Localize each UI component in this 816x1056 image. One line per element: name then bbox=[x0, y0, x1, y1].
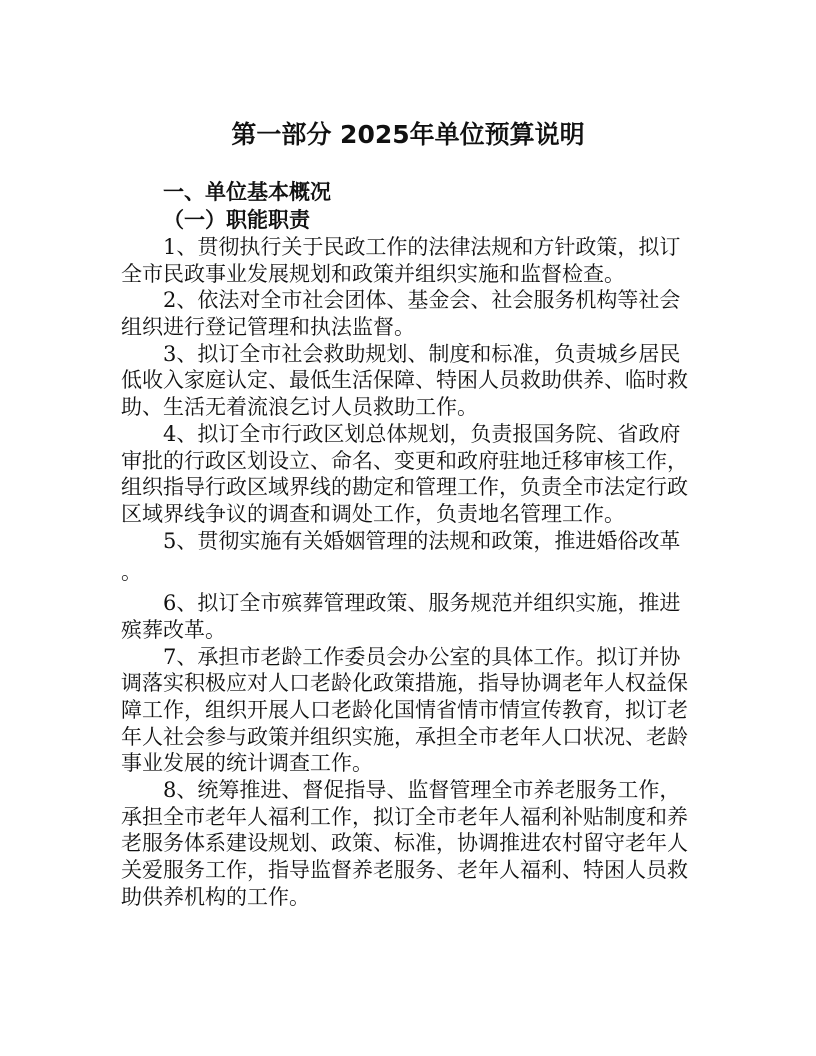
paragraph-line: 8、统筹推进、督促指导、监督管理全市养老服务工作， bbox=[163, 778, 681, 803]
page-title: 第一部分 2025年单位预算说明 bbox=[231, 120, 585, 149]
paragraph-line: 1、贯彻执行关于民政工作的法律法规和方针政策，拟订 bbox=[163, 235, 681, 259]
paragraph-line: 助供养机构的工作。 bbox=[121, 884, 310, 909]
paragraph-line: 4、拟订全市行政区划总体规划，负责报国务院、省政府 bbox=[163, 421, 681, 446]
paragraph-line: 老服务体系建设规划、政策、标准，协调推进农村留守老年人 bbox=[121, 831, 688, 856]
paragraph-line: 6、拟订全市殡葬管理政策、服务规范并组织实施，推进 bbox=[163, 591, 681, 616]
paragraph-line: 5、贯彻实施有关婚姻管理的法规和政策，推进婚俗改革 bbox=[163, 528, 681, 553]
paragraph-line: 2、依法对全市社会团体、基金会、社会服务机构等社会 bbox=[163, 288, 681, 313]
paragraph-line: 7、承担市老龄工作委员会办公室的具体工作。拟订并协 bbox=[163, 644, 681, 669]
paragraph-line: 助、生活无着流浪乞讨人员救助工作。 bbox=[121, 395, 478, 420]
paragraph-line: 区域界线争议的调查和调处工作，负责地名管理工作。 bbox=[121, 501, 625, 526]
duties-text bbox=[121, 234, 721, 911]
paragraph-line: 调落实积极应对人口老龄化政策措施，指导协调老年人权益保 bbox=[121, 671, 688, 696]
paragraph-line: 年人社会参与政策并组织实施，承担全市老年人口状况、老龄 bbox=[121, 724, 688, 749]
paragraph-line: 障工作，组织开展人口老龄化国情省情市情宣传教育，拟订老 bbox=[121, 698, 688, 722]
paragraph-line: 组织指导行政区域界线的勘定和管理工作，负责全市法定行政 bbox=[121, 475, 688, 500]
paragraph-line: 低收入家庭认定、最低生活保障、特困人员救助供养、临时救 bbox=[121, 368, 688, 393]
paragraph-line: 关爱服务工作，指导监督养老服务、老年人福利、特困人员救 bbox=[121, 858, 688, 883]
paragraph-line: 审批的行政区划设立、命名、变更和政府驻地迁移审核工作， bbox=[121, 448, 688, 473]
paragraph-line: 组织进行登记管理和执法监督。 bbox=[121, 315, 415, 340]
paragraph-line: 3、拟订全市社会救助规划、制度和标准，负责城乡居民 bbox=[163, 341, 681, 366]
paragraph-line: 承担全市老年人福利工作，拟订全市老年人福利补贴制度和养 bbox=[121, 804, 688, 829]
paragraph-line: 殡葬改革。 bbox=[121, 617, 226, 642]
paragraph-line: 。 bbox=[121, 560, 142, 585]
paragraph-line: 全市民政事业发展规划和政策并组织实施和监督检查。 bbox=[121, 261, 625, 286]
paragraph-line: 事业发展的统计调查工作。 bbox=[121, 751, 373, 776]
section-heading: 一、单位基本概况 bbox=[163, 180, 331, 204]
subsection-heading: （一）职能职责 bbox=[163, 208, 310, 232]
